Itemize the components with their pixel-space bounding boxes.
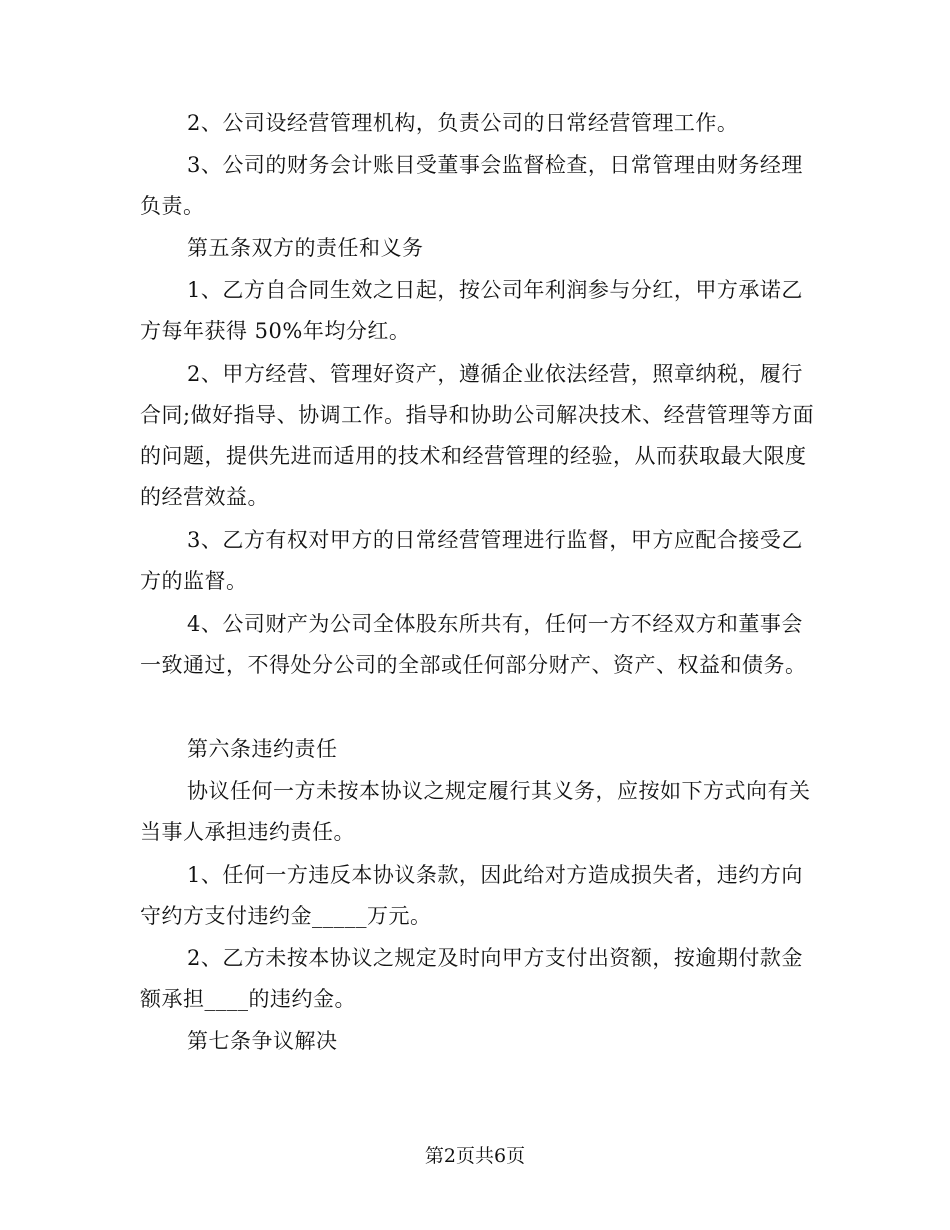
section-heading-5: 第五条双方的责任和义务 (187, 236, 424, 260)
paragraph-clause-2: 2、公司设经营管理机构，负责公司的日常经营管理工作。 (187, 111, 739, 135)
paragraph-liability-2: 2、乙方未按本协议之规定及时向甲方支付出资额，按逾期付款金额承担____的违约金。 (140, 946, 803, 1011)
paragraph-obligation-2: 2、甲方经营、管理好资产，遵循企业依法经营，照章纳税，履行合同;做好指导、协调工作。指导和协助公司解决技术、经营管理等方面的问题，提供先进而适用的技术和经营管理的经验，从而获取最大限度的经营效益。 (140, 362, 815, 509)
paragraph-obligation-3: 3、乙方有权对甲方的日常经营管理进行监督，甲方应配合接受乙方的监督。 (140, 528, 803, 593)
section-heading-6: 第六条违约责任 (187, 737, 338, 761)
paragraph-clause-3: 3、公司的财务会计账目受董事会监督检查，日常管理由财务经理负责。 (140, 153, 803, 218)
paragraph-obligation-1: 1、乙方自合同生效之日起，按公司年利润参与分红，甲方承诺乙方每年获得 50%年均分红。 (140, 278, 803, 343)
paragraph-obligation-4: 4、公司财产为公司全体股东所共有，任何一方不经双方和董事会一致通过，不得处分公司的全部或任何部分财产、资产、权益和债务。 (140, 612, 807, 677)
page-number: 第2页共6页 (424, 1145, 526, 1167)
paragraph-liability-intro: 协议任何一方未按本协议之规定履行其义务，应按如下方式向有关当事人承担违约责任。 (140, 779, 811, 844)
section-heading-7: 第七条争议解决 (187, 1029, 338, 1053)
paragraph-liability-1: 1、任何一方违反本协议条款，因此给对方造成损失者，违约方向守约方支付违约金_____万元。 (140, 863, 803, 928)
